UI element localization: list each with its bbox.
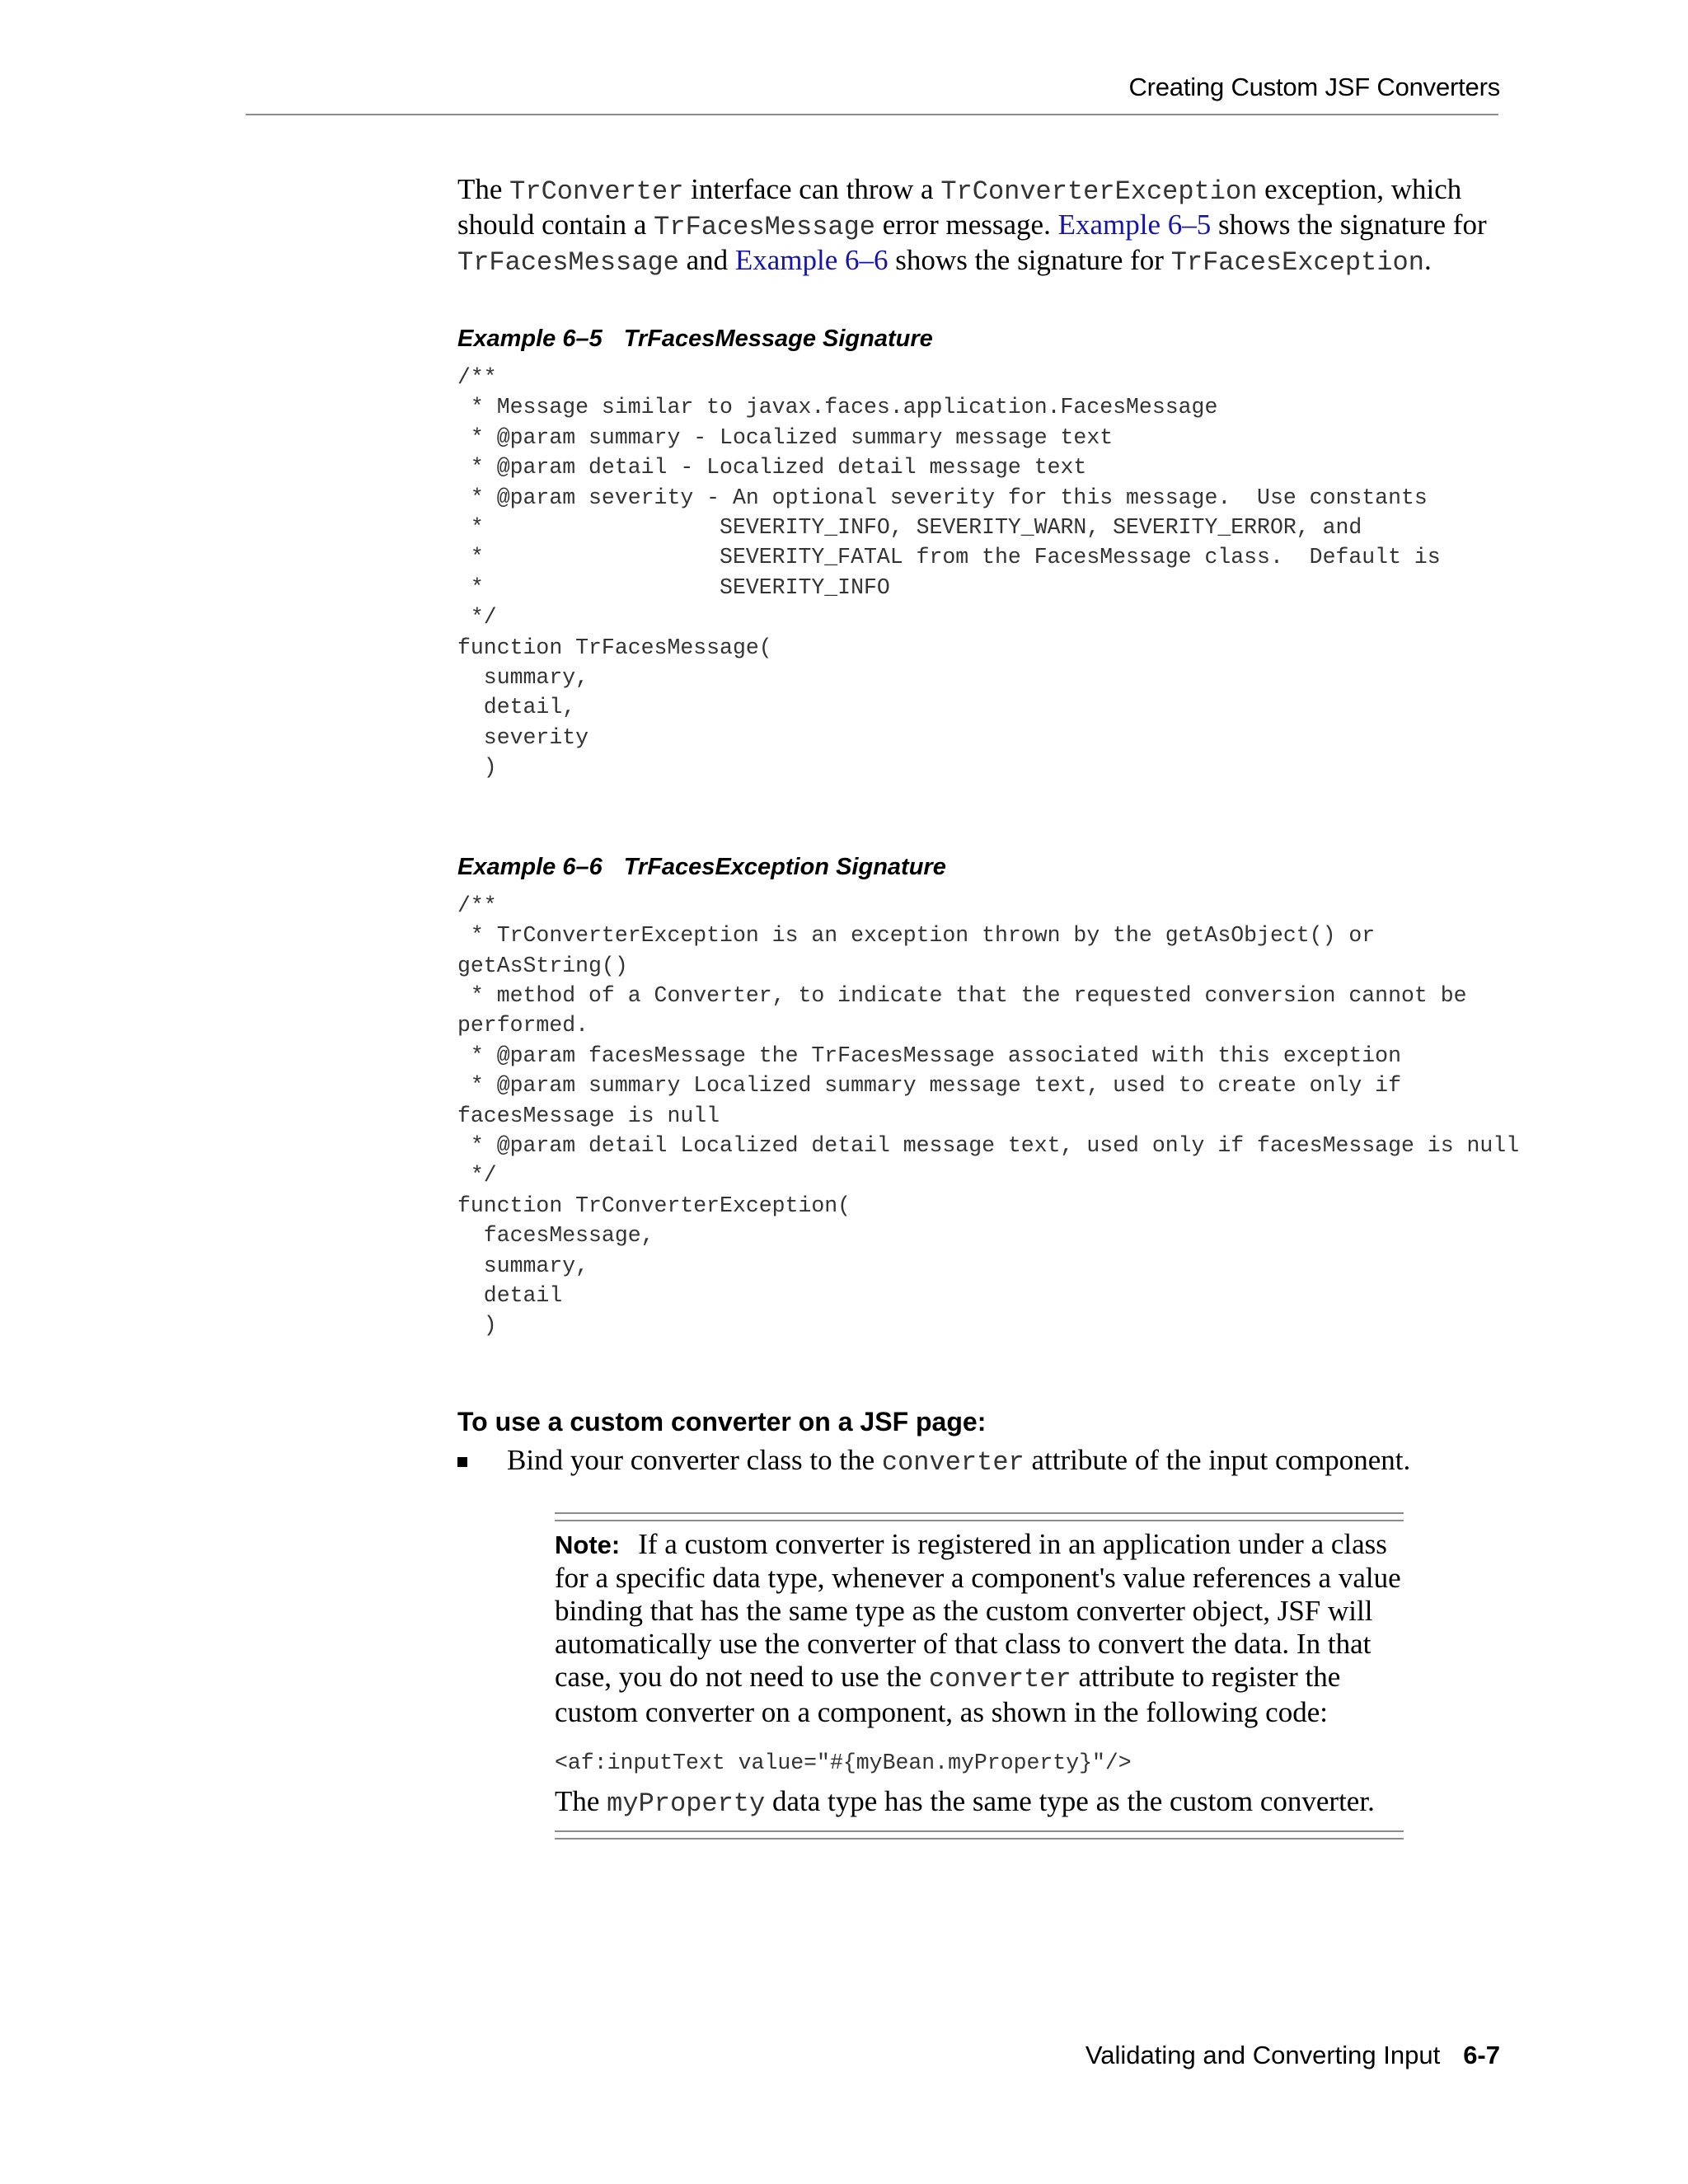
- code-term: TrFacesMessage: [654, 212, 875, 242]
- example-title: TrFacesException Signature: [623, 853, 946, 880]
- intro-text: exception, which should contain a: [457, 173, 1462, 241]
- example-title: TrFacesMessage Signature: [623, 326, 933, 352]
- note-paragraph-2: The myProperty data type has the same type as the custom converter.: [555, 1784, 1375, 1819]
- example-number: Example 6–5: [457, 326, 603, 352]
- example-number: Example 6–6: [457, 853, 603, 880]
- note-top-rule: [555, 1512, 1404, 1521]
- header-rule: [246, 114, 1498, 115]
- intro-text: .: [1423, 244, 1432, 276]
- code-term: converter: [928, 1663, 1071, 1694]
- note-label: Note:: [555, 1530, 621, 1559]
- example-6-6-caption: [457, 854, 1512, 881]
- intro-paragraph: [457, 173, 1512, 279]
- intro-text: error message.: [875, 209, 1058, 241]
- step-text: Bind your converter class to the converter attribute of the input component.: [507, 1443, 1411, 1478]
- page-number: 6-7: [1463, 2041, 1500, 2069]
- note-box: [555, 1512, 1404, 1840]
- main-content: [457, 173, 1520, 1840]
- intro-text: shows the signature for: [1211, 209, 1487, 241]
- running-footer: [1085, 2041, 1500, 2070]
- footer-chapter: Validating and Converting Input: [1085, 2041, 1441, 2069]
- example-6-5-code: /** * Message similar to javax.faces.application.FacesMessage * @param summary - Localized summary message text * @param detail - Localized detail message text * @param severity - An optional severity for this message. Use constants * SEVERITY_INFO, SEVERITY_WARN, SEVERITY_ERROR, and * SEVERITY_FATAL from the FacesMessage class. Default is * SEVERITY_INFO */ function TrFacesMessage( summary, detail, severity ): [457, 365, 1441, 780]
- code-term: myProperty: [607, 1788, 766, 1819]
- code-term: converter: [881, 1446, 1025, 1478]
- procedure-step: [457, 1444, 1512, 1479]
- code-term: TrFacesException: [1170, 247, 1424, 278]
- example-6-6-link[interactable]: Example 6–6: [734, 244, 889, 276]
- intro-text: interface can throw a: [683, 173, 941, 205]
- note-code-sample: <af:inputText value="#{myBean.myProperty}"/>: [555, 1750, 1132, 1775]
- bullet-icon: [457, 1457, 467, 1467]
- code-term: TrFacesMessage: [457, 247, 679, 278]
- note-bottom-rule: [555, 1830, 1404, 1840]
- intro-text: shows the signature for: [888, 244, 1171, 276]
- example-6-6-code: /** * TrConverterException is an exception thrown by the getAsObject() or getAsString() * method of a Converter, to indicate that the requested conversion cannot be performed. * @param facesMessage the TrFacesMessage associated with this exception * @param summary Localized summary message text, used to create only if facesMessage is null * @param detail Localized detail message text, used only if facesMessage is null */ function TrConverterException( facesMessage, summary, detail ): [457, 893, 1520, 1338]
- note-paragraph: Note: If a custom converter is registered in an application under a class for a specific data type, whenever a component's value references a value binding that has the same type as the custom converter object, JSF will automatically use the converter of that class to convert the data. In that case, you do not need to use the converter attribute to register the custom converter on a component, as shown in the following code:: [555, 1527, 1401, 1728]
- running-header: Creating Custom JSF Converters: [1128, 73, 1500, 101]
- code-term: TrConverterException: [940, 176, 1258, 207]
- example-6-5-link[interactable]: Example 6–5: [1057, 209, 1212, 241]
- code-term: TrConverter: [509, 176, 684, 207]
- intro-text: The: [457, 173, 510, 205]
- intro-text: and: [678, 244, 735, 276]
- procedure-heading: To use a custom converter on a JSF page:: [457, 1406, 987, 1436]
- example-6-5-caption: [457, 326, 1512, 353]
